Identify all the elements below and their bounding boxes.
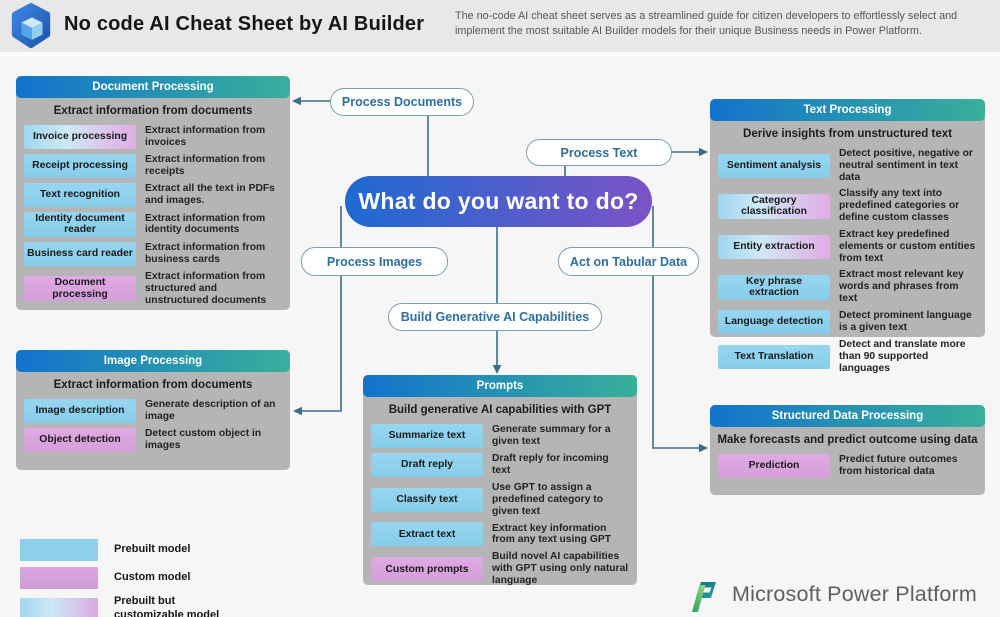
model-row xyxy=(16,428,290,452)
model-desc: Extract most relevant key words and phrases from text xyxy=(839,269,964,305)
model-row xyxy=(710,188,985,223)
model-chip: Extract text xyxy=(371,522,483,546)
legend-label: Prebuilt model xyxy=(114,543,191,556)
panel-subtitle: Extract information from documents xyxy=(53,105,253,117)
model-row xyxy=(16,271,290,306)
model-chip: Object detection xyxy=(24,428,136,452)
model-desc: Extract key information from any text using GPT xyxy=(492,522,612,546)
model-chip: Text recognition xyxy=(24,183,136,207)
panel-document-processing xyxy=(16,76,290,310)
panel-text-processing xyxy=(710,99,985,374)
panel-subtitle: Make forecasts and predict outcome using data xyxy=(717,434,978,446)
model-row xyxy=(363,551,637,586)
model-row xyxy=(710,339,985,374)
legend-label: Prebuilt but customizable model xyxy=(114,595,220,617)
model-desc: Extract information from invoices xyxy=(145,125,266,148)
model-chip: Image description xyxy=(24,399,136,423)
model-chip: Summarize text xyxy=(371,424,483,448)
model-chip: Category classification xyxy=(718,194,830,219)
model-row xyxy=(710,454,985,478)
model-chip: Invoice processing xyxy=(24,125,136,149)
model-desc: Detect prominent language is a given text xyxy=(839,310,972,333)
model-desc: Extract information from identity documents xyxy=(145,212,266,236)
model-row xyxy=(710,310,985,334)
power-platform-logo-icon xyxy=(683,574,723,614)
model-desc: Draft reply for incoming text xyxy=(492,453,609,476)
model-desc: Detect and translate more than 90 supported languages xyxy=(839,338,966,374)
model-row xyxy=(363,522,637,546)
branch-build-generative-ai: Build Generative AI Capabilities xyxy=(388,303,602,331)
panel-title: Text Processing xyxy=(710,99,985,121)
model-desc: Extract information from structured and unstructured documents xyxy=(145,270,267,306)
model-chip: Document processing xyxy=(24,276,136,301)
legend-swatch-prebuilt xyxy=(20,539,98,561)
branch-process-images: Process Images xyxy=(301,247,448,276)
page-title: No code AI Cheat Sheet by AI Builder xyxy=(64,13,425,35)
model-row xyxy=(363,453,637,477)
panel-title: Structured Data Processing xyxy=(710,405,985,427)
legend-swatch-customizable xyxy=(20,598,98,617)
model-chip: Draft reply xyxy=(371,453,483,477)
model-desc: Extract key predefined elements or custom entities from text xyxy=(839,228,976,264)
model-row xyxy=(16,212,290,237)
model-chip: Text Translation xyxy=(718,345,830,369)
model-chip: Classify text xyxy=(371,488,483,512)
model-desc: Generate description of an image xyxy=(145,399,276,422)
legend-row xyxy=(20,567,232,589)
model-desc: Build novel AI capabilities with GPT using only natural language xyxy=(492,551,629,587)
decision-node: What do you want to do? xyxy=(345,176,652,227)
ai-builder-logo-icon xyxy=(8,3,54,49)
panel-title: Document Processing xyxy=(16,76,290,98)
footer-brand xyxy=(683,574,977,614)
legend-row xyxy=(20,595,232,617)
model-row xyxy=(710,148,985,183)
model-desc: Classify any text into predefined categories or define custom classes xyxy=(839,188,960,224)
model-desc: Detect positive, negative or neutral sentiment in text data xyxy=(839,148,973,183)
brand-name: Microsoft Power Platform xyxy=(732,581,977,606)
model-chip: Language detection xyxy=(718,310,830,334)
model-row xyxy=(16,154,290,178)
model-desc: Detect custom object in images xyxy=(145,428,262,451)
model-chip: Business card reader xyxy=(24,242,136,266)
legend xyxy=(20,539,232,617)
branch-process-text: Process Text xyxy=(526,139,672,166)
legend-swatch-custom xyxy=(20,567,98,589)
panel-subtitle: Derive insights from unstructured text xyxy=(743,128,952,140)
model-row xyxy=(710,269,985,304)
model-desc: Generate summary for a given text xyxy=(492,424,611,447)
model-chip: Custom prompts xyxy=(371,557,483,581)
model-desc: Extract information from receipts xyxy=(145,154,266,177)
model-chip: Key phrase extraction xyxy=(718,275,830,300)
panel-structured-data-processing xyxy=(710,405,985,495)
header-banner xyxy=(0,0,1000,56)
legend-row xyxy=(20,539,232,561)
model-chip: Sentiment analysis xyxy=(718,154,830,178)
model-row xyxy=(16,125,290,149)
legend-label: Custom model xyxy=(114,571,191,584)
model-chip: Identity document reader xyxy=(24,212,136,237)
page-description: The no-code AI cheat sheet serves as a streamlined guide for citizen developers to effortlessly select and implement the most suitable AI Builder models for their unique Business needs in Power Platform. xyxy=(455,10,958,38)
branch-act-on-tabular-data: Act on Tabular Data xyxy=(558,247,699,276)
model-chip: Entity extraction xyxy=(718,235,830,259)
model-desc: Predict future outcomes from historical data xyxy=(839,454,958,477)
model-row xyxy=(16,242,290,266)
model-desc: Extract information from business cards xyxy=(145,242,266,265)
model-row xyxy=(16,399,290,423)
panel-title: Prompts xyxy=(363,375,637,397)
panel-title: Image Processing xyxy=(16,350,290,372)
panel-subtitle: Extract information from documents xyxy=(53,379,253,391)
model-desc: Use GPT to assign a predefined category to given text xyxy=(492,482,603,517)
panel-image-processing xyxy=(16,350,290,470)
model-chip: Receipt processing xyxy=(24,154,136,178)
model-row xyxy=(363,482,637,517)
model-desc: Extract all the text in PDFs and images. xyxy=(145,183,275,206)
model-row xyxy=(710,229,985,264)
panel-subtitle: Build generative AI capabilities with GPT xyxy=(388,404,612,416)
branch-process-documents: Process Documents xyxy=(330,88,474,116)
model-row xyxy=(363,424,637,448)
model-row xyxy=(16,183,290,207)
panel-prompts xyxy=(363,375,637,585)
model-chip: Prediction xyxy=(718,454,830,478)
